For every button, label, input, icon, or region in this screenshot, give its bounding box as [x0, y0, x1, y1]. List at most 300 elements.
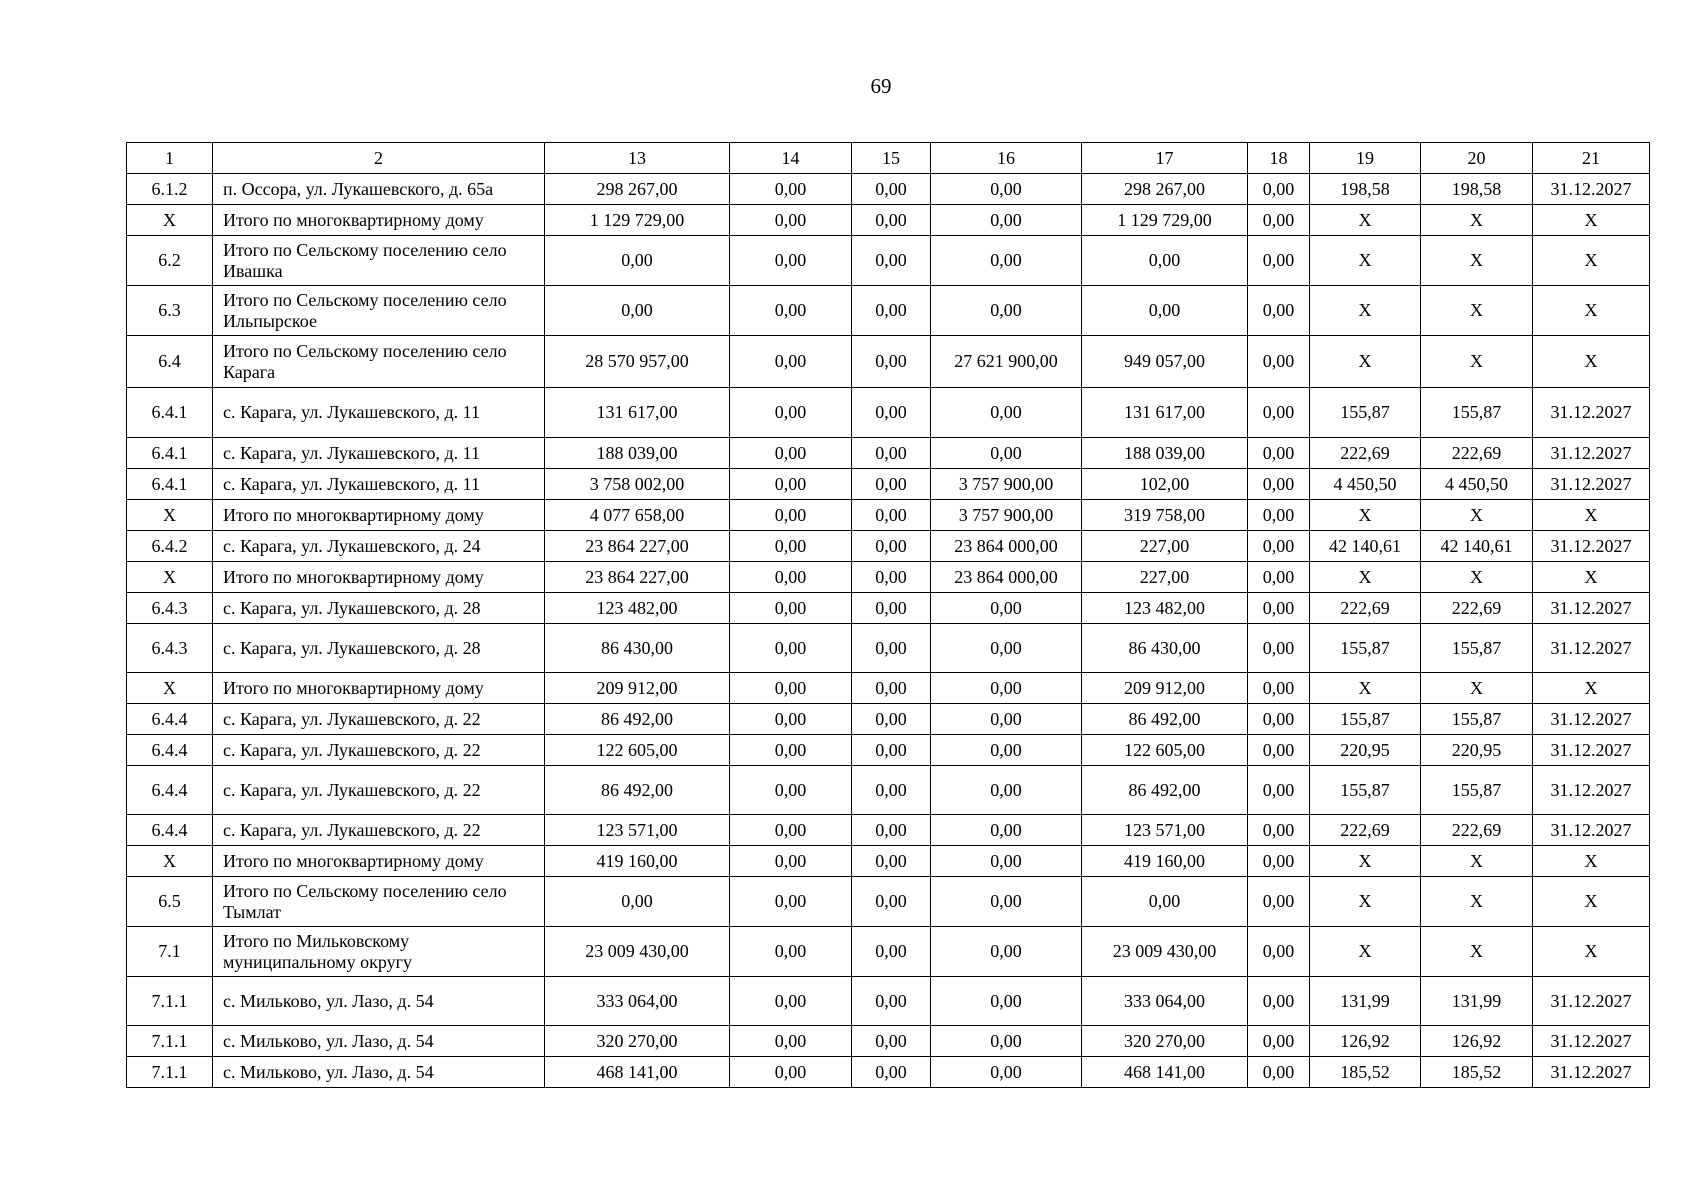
- table-row: [127, 205, 1650, 236]
- table-cell: 1 129 729,00: [545, 205, 730, 236]
- table-cell: Итого по Сельскому поселению село Ивашка: [213, 236, 545, 286]
- table-cell: 28 570 957,00: [545, 336, 730, 388]
- table-cell: 7.1.1: [127, 1057, 213, 1088]
- table-cell: 0,00: [931, 815, 1082, 846]
- table-cell: 0,00: [852, 927, 931, 977]
- table-cell: Итого по многоквартирному дому: [213, 673, 545, 704]
- table-cell: 126,92: [1421, 1026, 1533, 1057]
- table-row: [127, 562, 1650, 593]
- table-row: [127, 704, 1650, 735]
- table-cell: 298 267,00: [545, 174, 730, 205]
- table-cell: 123 571,00: [545, 815, 730, 846]
- column-header: 17: [1082, 143, 1248, 174]
- table-cell: 0,00: [931, 1026, 1082, 1057]
- table-cell: 222,69: [1421, 438, 1533, 469]
- table-row: [127, 766, 1650, 815]
- table-row: [127, 877, 1650, 927]
- table-cell: 320 270,00: [1082, 1026, 1248, 1057]
- table-cell: 131,99: [1310, 977, 1421, 1026]
- table-cell: 0,00: [730, 735, 852, 766]
- table-cell: 0,00: [931, 388, 1082, 438]
- table-cell: 0,00: [545, 877, 730, 927]
- table-cell: 0,00: [931, 205, 1082, 236]
- table-cell: 4 450,50: [1310, 469, 1421, 500]
- table-cell: 0,00: [545, 286, 730, 336]
- table-cell: 4 077 658,00: [545, 500, 730, 531]
- table-row: [127, 531, 1650, 562]
- table-cell: 122 605,00: [1082, 735, 1248, 766]
- table-cell: 0,00: [1248, 927, 1310, 977]
- table-cell: X: [1421, 673, 1533, 704]
- table-cell: 31.12.2027: [1533, 766, 1650, 815]
- table-cell: 0,00: [1248, 531, 1310, 562]
- column-header: 18: [1248, 143, 1310, 174]
- table-cell: 198,58: [1421, 174, 1533, 205]
- table-cell: с. Мильково, ул. Лазо, д. 54: [213, 1057, 545, 1088]
- column-header: 21: [1533, 143, 1650, 174]
- column-header: 19: [1310, 143, 1421, 174]
- table-cell: 6.4.3: [127, 624, 213, 673]
- table-row: [127, 735, 1650, 766]
- table-cell: 42 140,61: [1421, 531, 1533, 562]
- table-cell: 6.4.1: [127, 388, 213, 438]
- table-cell: 0,00: [730, 704, 852, 735]
- table-cell: X: [1310, 286, 1421, 336]
- table-cell: 0,00: [852, 1026, 931, 1057]
- table-cell: X: [1533, 286, 1650, 336]
- table-cell: 209 912,00: [1082, 673, 1248, 704]
- table-cell: 333 064,00: [1082, 977, 1248, 1026]
- table-cell: 27 621 900,00: [931, 336, 1082, 388]
- table-cell: 333 064,00: [545, 977, 730, 1026]
- table-cell: 0,00: [931, 977, 1082, 1026]
- table-cell: 0,00: [730, 673, 852, 704]
- table-cell: X: [1533, 673, 1650, 704]
- table-row: [127, 977, 1650, 1026]
- table-cell: 0,00: [852, 1057, 931, 1088]
- table-cell: 122 605,00: [545, 735, 730, 766]
- table-cell: 0,00: [1248, 673, 1310, 704]
- table-cell: 185,52: [1421, 1057, 1533, 1088]
- table-cell: 3 757 900,00: [931, 500, 1082, 531]
- table-cell: Итого по Мильковскому муниципальному округу: [213, 927, 545, 977]
- table-cell: 0,00: [1248, 336, 1310, 388]
- table-cell: 0,00: [730, 388, 852, 438]
- table-cell: 0,00: [1248, 977, 1310, 1026]
- table-cell: 31.12.2027: [1533, 735, 1650, 766]
- table-cell: 0,00: [730, 531, 852, 562]
- table-cell: 0,00: [545, 236, 730, 286]
- table-cell: 6.4: [127, 336, 213, 388]
- table-cell: 468 141,00: [1082, 1057, 1248, 1088]
- table-cell: 0,00: [1248, 286, 1310, 336]
- table-cell: 6.1.2: [127, 174, 213, 205]
- table-cell: 0,00: [1248, 236, 1310, 286]
- table-cell: 31.12.2027: [1533, 469, 1650, 500]
- table-cell: 0,00: [1248, 438, 1310, 469]
- table-cell: 0,00: [852, 673, 931, 704]
- table-cell: Итого по многоквартирному дому: [213, 562, 545, 593]
- table-cell: 23 009 430,00: [545, 927, 730, 977]
- table-cell: 31.12.2027: [1533, 593, 1650, 624]
- table-cell: 0,00: [852, 469, 931, 500]
- table-cell: 209 912,00: [545, 673, 730, 704]
- table-cell: 0,00: [1082, 877, 1248, 927]
- table-cell: 0,00: [1248, 388, 1310, 438]
- table-cell: 0,00: [1248, 205, 1310, 236]
- table-cell: 0,00: [852, 438, 931, 469]
- table-cell: X: [1310, 336, 1421, 388]
- table-cell: X: [1310, 562, 1421, 593]
- table-cell: 7.1: [127, 927, 213, 977]
- table-cell: 220,95: [1421, 735, 1533, 766]
- table-cell: 222,69: [1310, 815, 1421, 846]
- table-cell: 0,00: [931, 438, 1082, 469]
- table-cell: 23 864 227,00: [545, 531, 730, 562]
- table-cell: X: [1533, 236, 1650, 286]
- table-cell: 0,00: [730, 815, 852, 846]
- table-cell: Итого по Сельскому поселению село Тымлат: [213, 877, 545, 927]
- table-cell: 0,00: [852, 815, 931, 846]
- table-cell: 86 430,00: [545, 624, 730, 673]
- table-cell: 155,87: [1310, 624, 1421, 673]
- table-cell: 222,69: [1421, 815, 1533, 846]
- table-cell: X: [1310, 877, 1421, 927]
- table-cell: 7.1.1: [127, 1026, 213, 1057]
- table-cell: 227,00: [1082, 531, 1248, 562]
- table-cell: 0,00: [1248, 1057, 1310, 1088]
- table-cell: 0,00: [1248, 1026, 1310, 1057]
- table-cell: 126,92: [1310, 1026, 1421, 1057]
- table-row: [127, 927, 1650, 977]
- table-cell: 185,52: [1310, 1057, 1421, 1088]
- table-cell: 6.4.2: [127, 531, 213, 562]
- table-cell: 222,69: [1310, 593, 1421, 624]
- table-cell: 0,00: [730, 205, 852, 236]
- table-row: [127, 236, 1650, 286]
- table-cell: 0,00: [931, 286, 1082, 336]
- table-cell: Итого по многоквартирному дому: [213, 205, 545, 236]
- table-cell: 949 057,00: [1082, 336, 1248, 388]
- table-cell: X: [1421, 236, 1533, 286]
- table-cell: 0,00: [1248, 593, 1310, 624]
- table-cell: п. Оссора, ул. Лукашевского, д. 65а: [213, 174, 545, 205]
- table-cell: 31.12.2027: [1533, 815, 1650, 846]
- table-cell: X: [1310, 846, 1421, 877]
- table-cell: X: [127, 500, 213, 531]
- table-cell: 0,00: [931, 735, 1082, 766]
- table-cell: 0,00: [1248, 562, 1310, 593]
- table-header-row: [127, 143, 1650, 174]
- table-cell: 0,00: [852, 174, 931, 205]
- table-cell: с. Карага, ул. Лукашевского, д. 11: [213, 469, 545, 500]
- table-cell: 0,00: [730, 846, 852, 877]
- table-cell: 419 160,00: [545, 846, 730, 877]
- table-cell: 0,00: [1082, 286, 1248, 336]
- table-cell: с. Мильково, ул. Лазо, д. 54: [213, 1026, 545, 1057]
- table-cell: 131 617,00: [1082, 388, 1248, 438]
- table-cell: 298 267,00: [1082, 174, 1248, 205]
- table-cell: 0,00: [931, 174, 1082, 205]
- table-cell: X: [1310, 205, 1421, 236]
- table-cell: X: [1310, 927, 1421, 977]
- table-cell: 0,00: [852, 236, 931, 286]
- table-cell: X: [127, 846, 213, 877]
- table-cell: 0,00: [730, 927, 852, 977]
- table-cell: 0,00: [852, 336, 931, 388]
- table-cell: 3 758 002,00: [545, 469, 730, 500]
- table-cell: 23 864 227,00: [545, 562, 730, 593]
- table-row: [127, 593, 1650, 624]
- table-cell: 31.12.2027: [1533, 174, 1650, 205]
- table-cell: 155,87: [1310, 388, 1421, 438]
- table-cell: 419 160,00: [1082, 846, 1248, 877]
- table-cell: 6.4.4: [127, 815, 213, 846]
- table-cell: 0,00: [1248, 624, 1310, 673]
- table-cell: с. Карага, ул. Лукашевского, д. 28: [213, 624, 545, 673]
- table-cell: 0,00: [931, 877, 1082, 927]
- table-cell: 0,00: [931, 673, 1082, 704]
- table-cell: 0,00: [931, 927, 1082, 977]
- table-cell: 86 492,00: [1082, 704, 1248, 735]
- table-cell: 320 270,00: [545, 1026, 730, 1057]
- table-cell: X: [1421, 927, 1533, 977]
- table-cell: 0,00: [1248, 815, 1310, 846]
- table-cell: 0,00: [852, 562, 931, 593]
- table-cell: 6.4.4: [127, 704, 213, 735]
- table-cell: 0,00: [852, 500, 931, 531]
- table-cell: 6.4.4: [127, 735, 213, 766]
- table-cell: 3 757 900,00: [931, 469, 1082, 500]
- table-cell: с. Карага, ул. Лукашевского, д. 11: [213, 438, 545, 469]
- table-cell: 23 009 430,00: [1082, 927, 1248, 977]
- table-cell: X: [1310, 236, 1421, 286]
- table-cell: 31.12.2027: [1533, 624, 1650, 673]
- table-cell: 0,00: [730, 236, 852, 286]
- table-cell: 222,69: [1310, 438, 1421, 469]
- table-cell: 0,00: [730, 469, 852, 500]
- table-cell: X: [1533, 562, 1650, 593]
- table-cell: 0,00: [931, 766, 1082, 815]
- table-cell: X: [1533, 846, 1650, 877]
- column-header: 2: [213, 143, 545, 174]
- table-cell: 6.5: [127, 877, 213, 927]
- table-row: [127, 469, 1650, 500]
- table-cell: X: [1421, 500, 1533, 531]
- table-cell: 0,00: [852, 877, 931, 927]
- table-row: [127, 174, 1650, 205]
- table-cell: 6.2: [127, 236, 213, 286]
- table-cell: 0,00: [852, 704, 931, 735]
- table-cell: Итого по Сельскому поселению село Ильпырское: [213, 286, 545, 336]
- column-header: 15: [852, 143, 931, 174]
- table-cell: 42 140,61: [1310, 531, 1421, 562]
- table-cell: X: [1421, 336, 1533, 388]
- table-cell: 0,00: [730, 877, 852, 927]
- table-cell: 123 482,00: [545, 593, 730, 624]
- table-cell: 0,00: [730, 977, 852, 1026]
- table-cell: 0,00: [852, 286, 931, 336]
- table-cell: 0,00: [852, 531, 931, 562]
- table-cell: 155,87: [1310, 704, 1421, 735]
- table-cell: с. Карага, ул. Лукашевского, д. 22: [213, 766, 545, 815]
- table-cell: 31.12.2027: [1533, 438, 1650, 469]
- table-cell: 0,00: [730, 500, 852, 531]
- table-cell: 6.4.4: [127, 766, 213, 815]
- table-cell: 0,00: [730, 766, 852, 815]
- table-row: [127, 846, 1650, 877]
- table-cell: 6.4.1: [127, 438, 213, 469]
- table-cell: 188 039,00: [1082, 438, 1248, 469]
- table-cell: X: [1421, 846, 1533, 877]
- table-cell: 198,58: [1310, 174, 1421, 205]
- table-cell: 0,00: [730, 593, 852, 624]
- table-cell: 86 492,00: [545, 704, 730, 735]
- table-row: [127, 286, 1650, 336]
- table-cell: 0,00: [730, 1057, 852, 1088]
- table-cell: X: [127, 562, 213, 593]
- table-cell: 102,00: [1082, 469, 1248, 500]
- table-cell: 0,00: [730, 336, 852, 388]
- table-cell: 155,87: [1421, 624, 1533, 673]
- table-row: [127, 673, 1650, 704]
- table-cell: 31.12.2027: [1533, 704, 1650, 735]
- column-header: 16: [931, 143, 1082, 174]
- page-number: 69: [870, 74, 892, 98]
- table-row: [127, 1026, 1650, 1057]
- table-cell: 0,00: [730, 1026, 852, 1057]
- table-cell: Итого по многоквартирному дому: [213, 846, 545, 877]
- table-cell: 0,00: [931, 1057, 1082, 1088]
- table-row: [127, 388, 1650, 438]
- table-cell: 155,87: [1421, 388, 1533, 438]
- table-cell: 1 129 729,00: [1082, 205, 1248, 236]
- table-cell: 220,95: [1310, 735, 1421, 766]
- table-cell: X: [1310, 500, 1421, 531]
- table-row: [127, 624, 1650, 673]
- table-cell: 0,00: [1082, 236, 1248, 286]
- table-cell: 131,99: [1421, 977, 1533, 1026]
- column-header: 13: [545, 143, 730, 174]
- table-cell: 0,00: [1248, 735, 1310, 766]
- table-row: [127, 438, 1650, 469]
- table-cell: X: [1533, 336, 1650, 388]
- table-cell: 0,00: [931, 704, 1082, 735]
- table-cell: 0,00: [1248, 704, 1310, 735]
- table-cell: X: [1421, 877, 1533, 927]
- table-cell: с. Карага, ул. Лукашевского, д. 24: [213, 531, 545, 562]
- table-cell: X: [127, 673, 213, 704]
- table-cell: 0,00: [852, 624, 931, 673]
- table-cell: 31.12.2027: [1533, 531, 1650, 562]
- table-cell: 0,00: [852, 593, 931, 624]
- table-cell: 0,00: [730, 562, 852, 593]
- table-cell: 468 141,00: [545, 1057, 730, 1088]
- table-cell: 0,00: [931, 236, 1082, 286]
- table-cell: 0,00: [730, 174, 852, 205]
- table-cell: 188 039,00: [545, 438, 730, 469]
- table-cell: с. Мильково, ул. Лазо, д. 54: [213, 977, 545, 1026]
- table-row: [127, 500, 1650, 531]
- table-cell: 123 482,00: [1082, 593, 1248, 624]
- table-cell: 7.1.1: [127, 977, 213, 1026]
- table-cell: 86 492,00: [1082, 766, 1248, 815]
- data-table: [126, 142, 1650, 1088]
- table-cell: 86 492,00: [545, 766, 730, 815]
- table-cell: 0,00: [730, 438, 852, 469]
- table-row: [127, 1057, 1650, 1088]
- table-cell: 0,00: [1248, 846, 1310, 877]
- table-cell: 0,00: [852, 388, 931, 438]
- table-cell: 23 864 000,00: [931, 531, 1082, 562]
- table-cell: с. Карага, ул. Лукашевского, д. 22: [213, 704, 545, 735]
- table-cell: 86 430,00: [1082, 624, 1248, 673]
- table-cell: 0,00: [931, 846, 1082, 877]
- table-cell: 222,69: [1421, 593, 1533, 624]
- table-cell: X: [1421, 562, 1533, 593]
- table-cell: X: [1421, 205, 1533, 236]
- table-cell: 31.12.2027: [1533, 1057, 1650, 1088]
- table-row: [127, 336, 1650, 388]
- table-cell: Итого по многоквартирному дому: [213, 500, 545, 531]
- table-cell: 6.3: [127, 286, 213, 336]
- column-header: 14: [730, 143, 852, 174]
- table-cell: с. Карага, ул. Лукашевского, д. 28: [213, 593, 545, 624]
- table-cell: X: [1533, 205, 1650, 236]
- table-cell: 0,00: [931, 624, 1082, 673]
- table-cell: 31.12.2027: [1533, 977, 1650, 1026]
- table-cell: 6.4.3: [127, 593, 213, 624]
- table-cell: 131 617,00: [545, 388, 730, 438]
- table-cell: X: [1310, 673, 1421, 704]
- table-row: [127, 815, 1650, 846]
- table-cell: 0,00: [1248, 766, 1310, 815]
- table-cell: 0,00: [852, 766, 931, 815]
- table-cell: 0,00: [1248, 174, 1310, 205]
- table-cell: X: [127, 205, 213, 236]
- table-cell: 155,87: [1310, 766, 1421, 815]
- table-cell: с. Карага, ул. Лукашевского, д. 11: [213, 388, 545, 438]
- table-cell: 0,00: [1248, 469, 1310, 500]
- table-cell: 0,00: [852, 205, 931, 236]
- table-cell: 155,87: [1421, 766, 1533, 815]
- table-cell: 0,00: [730, 624, 852, 673]
- table-cell: X: [1533, 500, 1650, 531]
- table-cell: с. Карага, ул. Лукашевского, д. 22: [213, 815, 545, 846]
- table-cell: 4 450,50: [1421, 469, 1533, 500]
- table-cell: 227,00: [1082, 562, 1248, 593]
- table-cell: 155,87: [1421, 704, 1533, 735]
- table-cell: 0,00: [931, 593, 1082, 624]
- table-cell: 0,00: [1248, 877, 1310, 927]
- table-cell: 0,00: [730, 286, 852, 336]
- table-cell: 31.12.2027: [1533, 388, 1650, 438]
- table-cell: X: [1533, 877, 1650, 927]
- column-header: 1: [127, 143, 213, 174]
- table-cell: 0,00: [1248, 500, 1310, 531]
- table-cell: 0,00: [852, 735, 931, 766]
- table-cell: 123 571,00: [1082, 815, 1248, 846]
- column-header: 20: [1421, 143, 1533, 174]
- table-cell: 0,00: [852, 977, 931, 1026]
- table-cell: 319 758,00: [1082, 500, 1248, 531]
- table-cell: X: [1533, 927, 1650, 977]
- table-cell: Итого по Сельскому поселению село Карага: [213, 336, 545, 388]
- table-cell: 6.4.1: [127, 469, 213, 500]
- table-cell: X: [1421, 286, 1533, 336]
- table-cell: 0,00: [852, 846, 931, 877]
- table-cell: 31.12.2027: [1533, 1026, 1650, 1057]
